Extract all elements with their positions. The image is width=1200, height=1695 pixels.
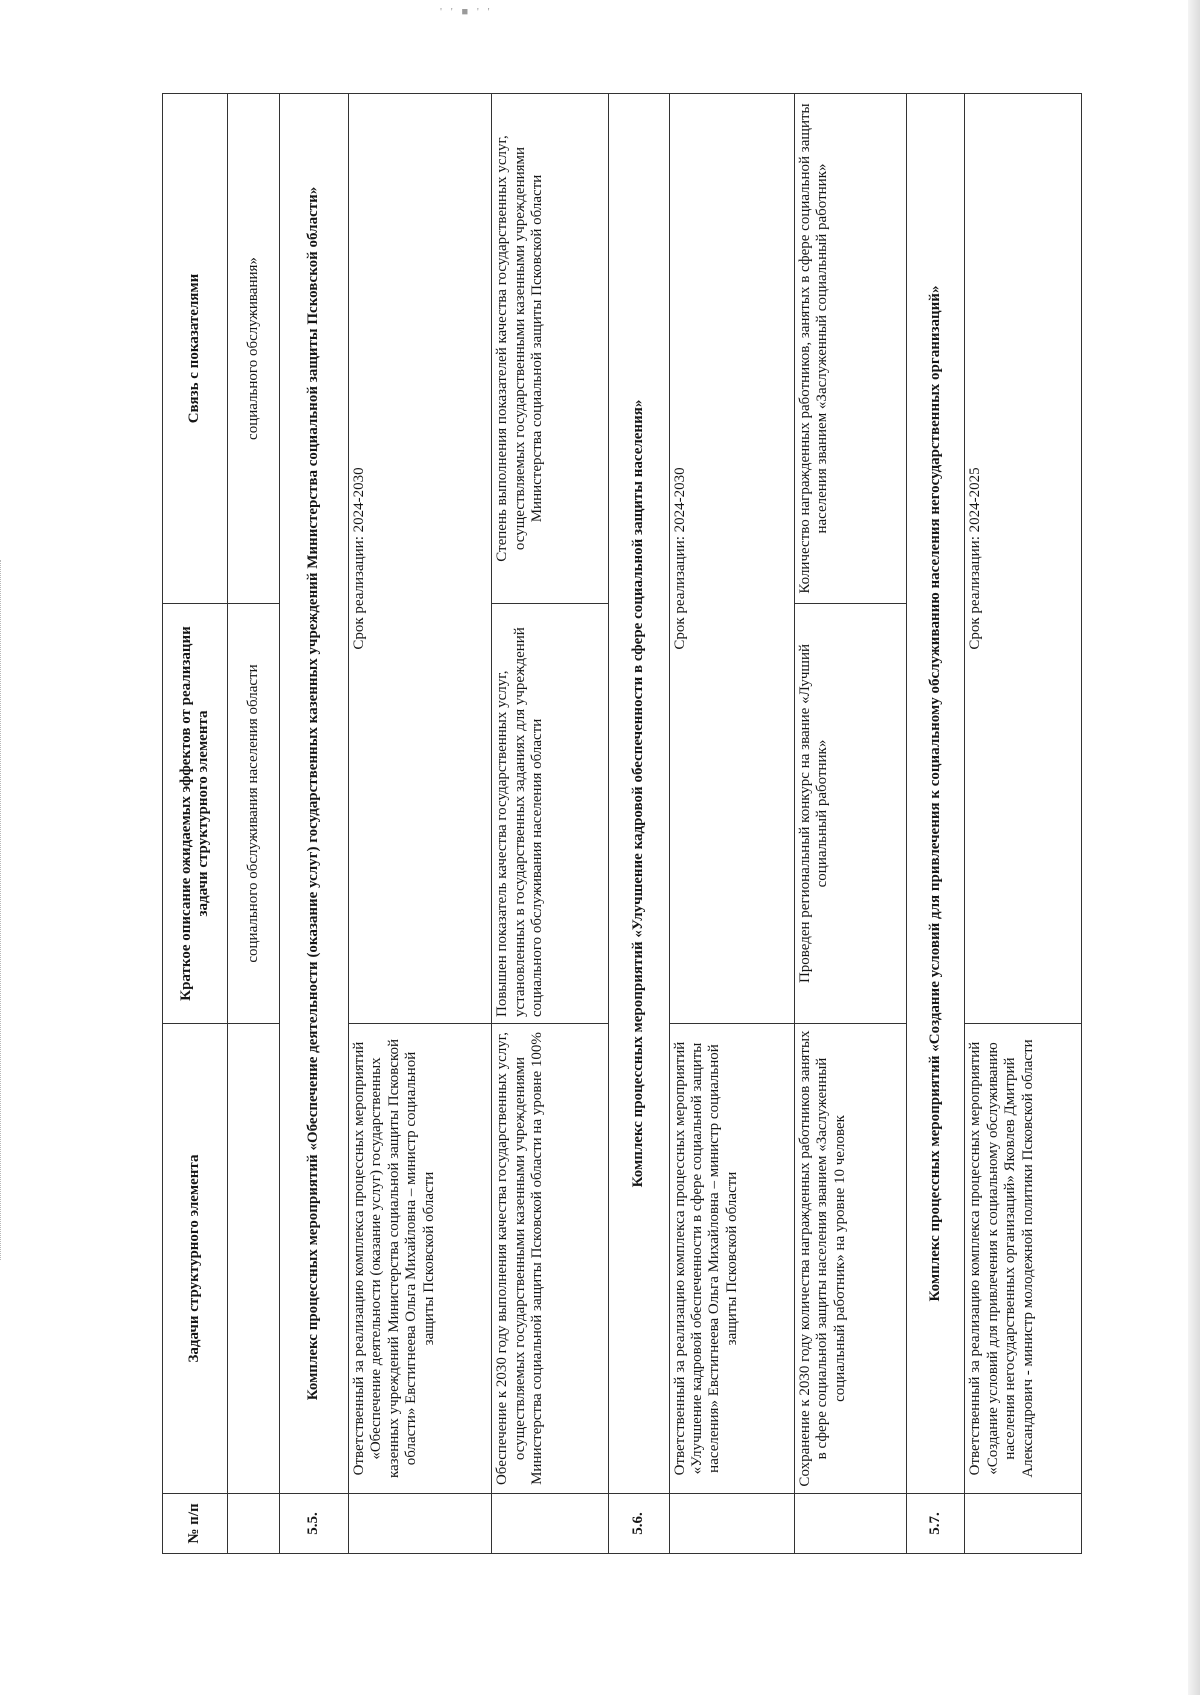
section-row-5-5 [279,94,348,1554]
carryover-effects: социального обслуживания населения области [228,604,280,1024]
task-5-5: Обеспечение к 2030 году выполнения качества государственных услуг, осуществляемых государственными казенными учреждениями Министерства социальной защиты Псковской области на уровне 100% [492,1024,609,1494]
effect-5-5: Повышен показатель качества государственных услуг, установленных в государственных заданиях для учреждений социального обслуживания населения области [492,604,609,1024]
responsible-num-5-6 [669,1494,795,1554]
header-tasks: Задачи структурного элемента [163,1024,228,1494]
scan-edge [1188,0,1200,1695]
task-num-5-5 [492,1494,609,1554]
carryover-tasks [228,1024,280,1494]
section-row-5-6 [609,94,670,1554]
header-row [163,94,228,1554]
carryover-row [228,94,280,1554]
responsible-row-5-6 [669,94,795,1554]
header-num: № п/п [163,1494,228,1554]
section-num-5-7: 5.7. [907,1494,965,1554]
term-5-6: Срок реализации: 2024-2030 [669,94,795,1024]
responsible-row-5-5 [349,94,492,1554]
section-num-5-6: 5.6. [609,1494,670,1554]
responsible-5-7: Ответственный за реализацию комплекса процессных мероприятий «Создание условий для привлечения к социальному обслуживанию населения негосударственных организаций» Яковлев Дмитрий Александрович - министр молодежной политики Псковской области [965,1024,1082,1494]
effect-5-6: Проведен региональный конкурс на звание «Лучший социальный работник» [795,604,907,1024]
task-row-5-6 [795,94,907,1554]
header-effects: Краткое описание ожидаемых эффектов от реализации задачи структурного элемента [163,604,228,1024]
binding-marks [0,560,7,1260]
responsible-num-5-7 [965,1494,1082,1554]
section-num-5-5: 5.5. [279,1494,348,1554]
task-5-6: Сохранение к 2030 году количества награжденных работников занятых в сфере социальной защиты населения званием «Заслуженный социальный работник» на уровне 10 человек [795,1024,907,1494]
task-row-5-5 [492,94,609,1554]
carryover-num [228,1494,280,1554]
carryover-link: социального обслуживания» [228,94,280,604]
section-title-5-5: Комплекс процессных мероприятий «Обеспечение деятельности (оказание услуг) государственных казенных учреждений Министерства социальной защиты Псковской области» [279,94,348,1494]
responsible-num-5-5 [349,1494,492,1554]
responsible-5-6: Ответственный за реализацию комплекса процессных мероприятий «Улучшение кадровой обеспеченности в сфере социальной защиты населения» Евстигнеева Ольга Михайловна – министр социальной защиты Псковской области [669,1024,795,1494]
task-num-5-6 [795,1494,907,1554]
stray-marks: ' ' ■ ' ' [440,6,493,18]
term-5-5: Срок реализации: 2024-2030 [349,94,492,1024]
responsible-row-5-7 [965,94,1082,1554]
section-title-5-7: Комплекс процессных мероприятий «Создание условий для привлечения к социальному обслуживанию населения негосударственных организаций» [907,94,965,1494]
link-5-5: Степень выполнения показателей качества государственных услуг, осуществляемых государственными казенными учреждениями Министерства социальной защиты Псковской области [492,94,609,604]
header-link: Связь с показателями [163,94,228,604]
section-row-5-7 [907,94,965,1554]
responsible-5-5: Ответственный за реализацию комплекса процессных мероприятий «Обеспечение деятельности (оказание услуг) государственных казенных учреждений Министерства социальной защиты Псковской области» Евстигнеева Ольга Михайловна – министр социальной защиты Псковской области [349,1024,492,1494]
section-title-5-6: Комплекс процессных мероприятий «Улучшение кадровой обеспеченности в сфере социальной защиты населения» [609,94,670,1494]
term-5-7: Срок реализации: 2024-2025 [965,94,1082,1024]
link-5-6: Количество награжденных работников, занятых в сфере социальной защиты населения званием «Заслуженный социальный работник» [795,94,907,604]
program-table [162,93,1082,1554]
